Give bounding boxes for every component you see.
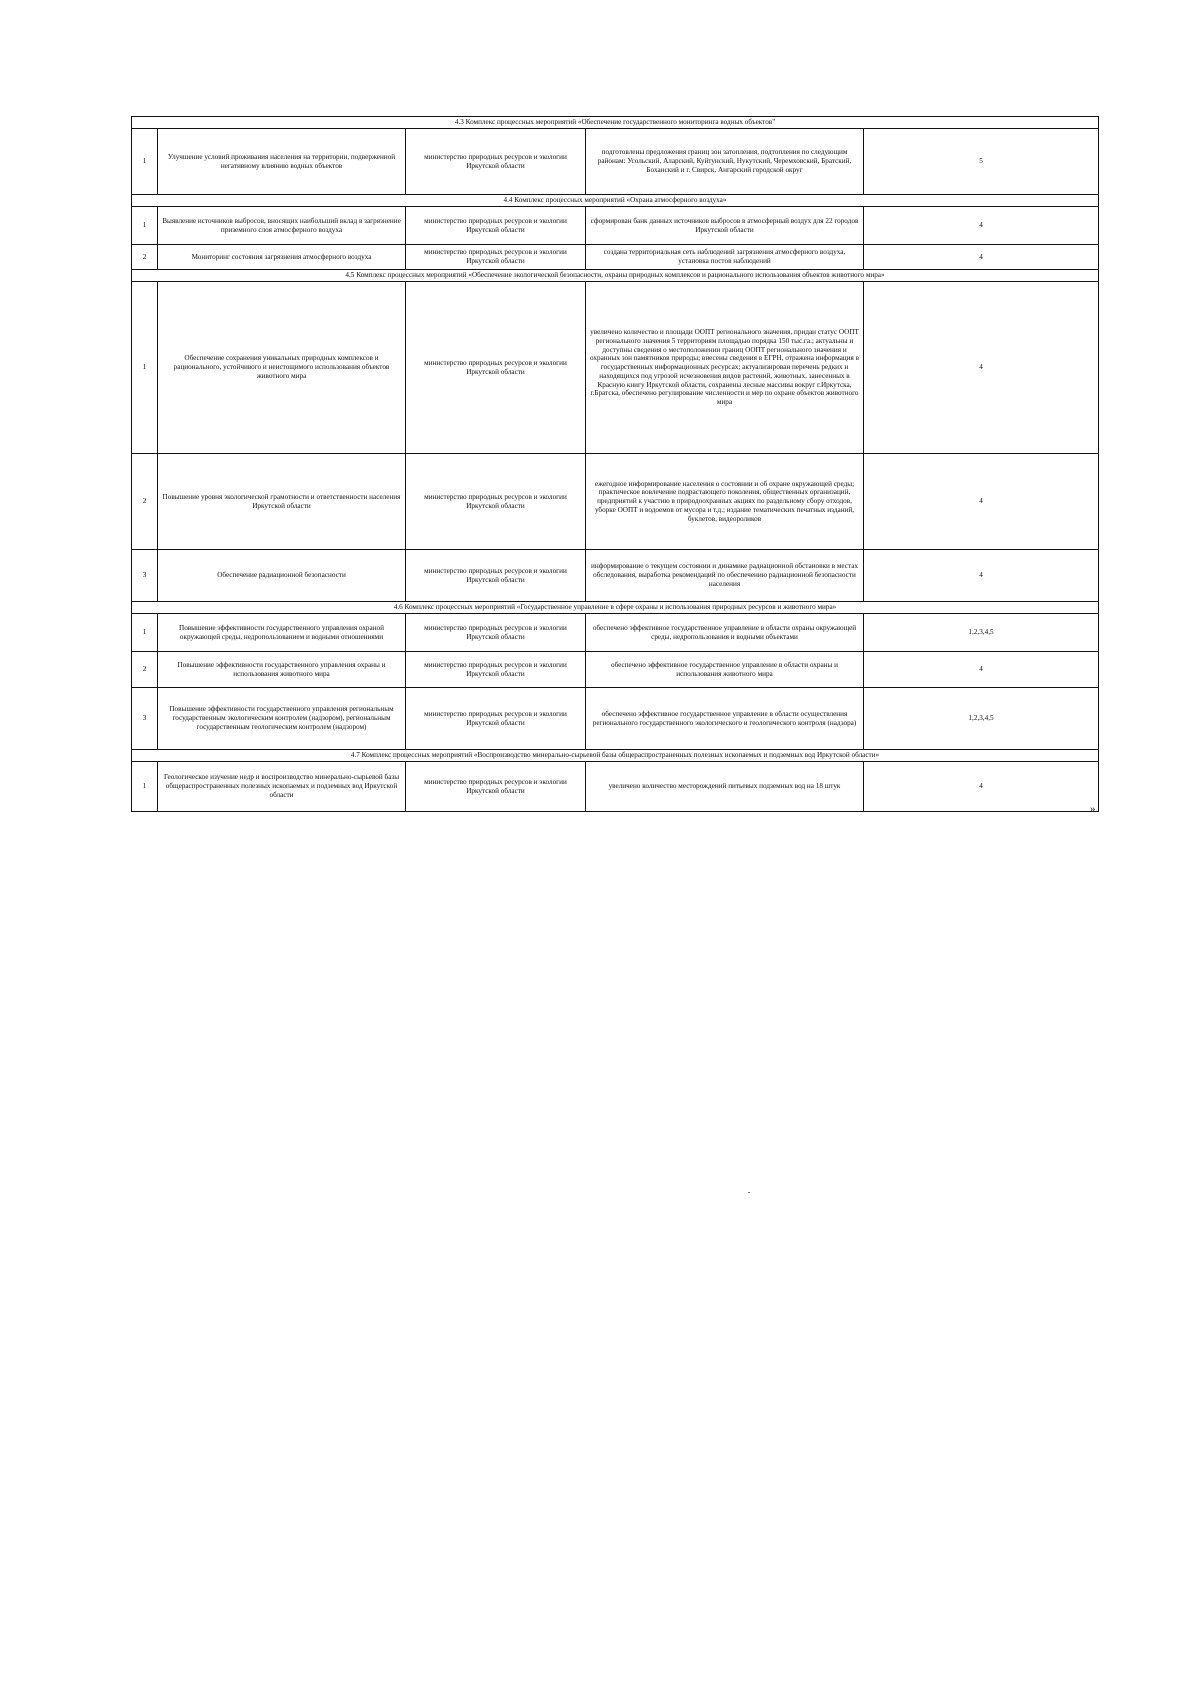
row-number: 1 [132, 282, 158, 454]
link-cell: 1,2,3,4,5 [864, 614, 1099, 652]
result-cell: обеспечено эффективное государственное управление в области охраны окружающей среды, недропользования и водными объектами [586, 614, 864, 652]
executor-cell: министерство природных ресурсов и экологии Иркутской области [406, 245, 586, 270]
link-cell: 4 [864, 762, 1099, 812]
section-title-4-6: 4.6 Комплекс процессных мероприятий «Государственное управление в сфере охраны и использования природных ресурсов и животного мира» [132, 602, 1099, 614]
result-cell: увеличено количество и площади ООПТ регионального значения, придан статус ООПТ регионального значения 5 территориям площадью порядка 150 тыс.га.; актуальны и доступны сведения о местоположении границ ООПТ регионального значения и охранных зон памятников природы; внесены сведения в ЕГРН, отражена информация в государственных информационных ресурсах; актуализирован перечень редких и находящихся под угрозой исчезновения видов растений, животных, занесенных в Красную книгу Иркутской области, сохранены лесные массивы вокруг г.Иркутска, г.Братска, обеспечено регулирование численности и мер по охране объектов животного мира [586, 282, 864, 454]
result-cell: подготовлены предложения границ зон затопления, подтопления по следующим районам: Усольский, Аларский, Куйтунский, Нукутский, Черемховский, Братский, Боханский и г. Свирск, Ангарский городской округ [586, 129, 864, 195]
executor-cell: министерство природных ресурсов и экологии Иркутской области [406, 454, 586, 550]
table-row [132, 614, 1099, 652]
executor-cell: министерство природных ресурсов и экологии Иркутской области [406, 614, 586, 652]
executor-cell: министерство природных ресурсов и экологии Иркутской области [406, 282, 586, 454]
row-number: 1 [132, 207, 158, 245]
executor-cell: министерство природных ресурсов и экологии Иркутской области [406, 550, 586, 602]
link-cell: 4 [864, 454, 1099, 550]
link-cell: 4 [864, 207, 1099, 245]
closing-quote-mark: ». [1090, 803, 1099, 815]
row-number: 1 [132, 129, 158, 195]
result-cell: создана территориальная сеть наблюдений загрязнения атмосферного воздуха, установка постов наблюдений [586, 245, 864, 270]
link-cell: 4 [864, 282, 1099, 454]
result-cell: обеспечено эффективное государственное управление в области осуществления регионального государственного экологического и геологического контроля (надзора) [586, 688, 864, 750]
task-cell: Мониторинг состояния загрязнения атмосферного воздуха [158, 245, 406, 270]
row-number: 1 [132, 614, 158, 652]
task-cell: Геологическое изучение недр и воспроизводство минерально-сырьевой базы общераспространенных полезных ископаемых и подземных вод Иркутской области [158, 762, 406, 812]
link-cell: 4 [864, 550, 1099, 602]
result-cell: увеличено количество месторождений питьевых подземных вод на 18 штук [586, 762, 864, 812]
task-cell: Выявление источников выбросов, вносящих наибольший вклад в загрязнение приземного слоя атмосферного воздуха [158, 207, 406, 245]
executor-cell: министерство природных ресурсов и экологии Иркутской области [406, 762, 586, 812]
row-number: 2 [132, 454, 158, 550]
task-cell: Повышение эффективности государственного управления охраной окружающей среды, недропользованием и водными отношениями [158, 614, 406, 652]
table-row [132, 688, 1099, 750]
task-cell: Повышение эффективности государственного управления охраны и использования животного мира [158, 652, 406, 688]
table-row [132, 245, 1099, 270]
section-title-4-5: 4.5 Комплекс процессных мероприятий «Обеспечение экологической безопасности, охраны природных комплексов и рационального использования объектов животного мира» [132, 270, 1099, 282]
result-cell: информирование о текущем состоянии и динамике радиационной обстановки в местах обследования, выработка рекомендаций по обеспечению радиационной безопасности населения [586, 550, 864, 602]
executor-cell: министерство природных ресурсов и экологии Иркутской области [406, 207, 586, 245]
link-cell: 5 [864, 129, 1099, 195]
table-row [132, 207, 1099, 245]
table-row [132, 762, 1099, 812]
scan-artifact [748, 1192, 750, 1193]
link-cell: 4 [864, 652, 1099, 688]
row-number: 2 [132, 245, 158, 270]
row-number: 3 [132, 688, 158, 750]
section-title-4-3: 4.3 Комплекс процессных мероприятий «Обеспечение государственного мониторинга водных объектов" [132, 117, 1099, 129]
activities-table [131, 116, 1099, 812]
table-row [132, 454, 1099, 550]
executor-cell: министерство природных ресурсов и экологии Иркутской области [406, 688, 586, 750]
executor-cell: министерство природных ресурсов и экологии Иркутской области [406, 652, 586, 688]
executor-cell: министерство природных ресурсов и экологии Иркутской области [406, 129, 586, 195]
section-title-4-7: 4.7 Комплекс процессных мероприятий «Воспроизводство минерально-сырьевой базы общераспространенных полезных ископаемых и подземных вод Иркутской области» [132, 750, 1099, 762]
task-cell: Обеспечение сохранения уникальных природных комплексов и рационального, устойчивого и неистощимого использования объектов животного мира [158, 282, 406, 454]
task-cell: Улучшение условий проживания населения на территории, подверженной негативному влиянию водных объектов [158, 129, 406, 195]
result-cell: сформирован банк данных источников выбросов в атмосферный воздух для 22 городов Иркутской области [586, 207, 864, 245]
task-cell: Обеспечение радиационной безопасности [158, 550, 406, 602]
row-number: 1 [132, 762, 158, 812]
row-number: 3 [132, 550, 158, 602]
link-cell: 1,2,3,4,5 [864, 688, 1099, 750]
table-row [132, 282, 1099, 454]
row-number: 2 [132, 652, 158, 688]
table-row [132, 550, 1099, 602]
section-title-4-4: 4.4 Комплекс процессных мероприятий «Охрана атмосферного воздуха» [132, 195, 1099, 207]
task-cell: Повышение эффективности государственного управления региональным государственным экологическим контролем (надзором), региональным государственным геологическим контролем (надзором) [158, 688, 406, 750]
task-cell: Повышение уровня экологической грамотности и ответственности населения Иркутской области [158, 454, 406, 550]
link-cell: 4 [864, 245, 1099, 270]
result-cell: ежегодное информирование населения о состоянии и об охране окружающей среды; практическое вовлечение подрастающего поколения, общественных организаций, предприятий к участию в природоохранных акциях по раздельному сбору отходов, уборке ООПТ и водоемов от мусора и т.д.; издание тематических печатных изданий, буклетов, видеороликов [586, 454, 864, 550]
result-cell: обеспечено эффективное государственное управление в области охраны и использования животного мира [586, 652, 864, 688]
table-row [132, 652, 1099, 688]
table-row [132, 129, 1099, 195]
